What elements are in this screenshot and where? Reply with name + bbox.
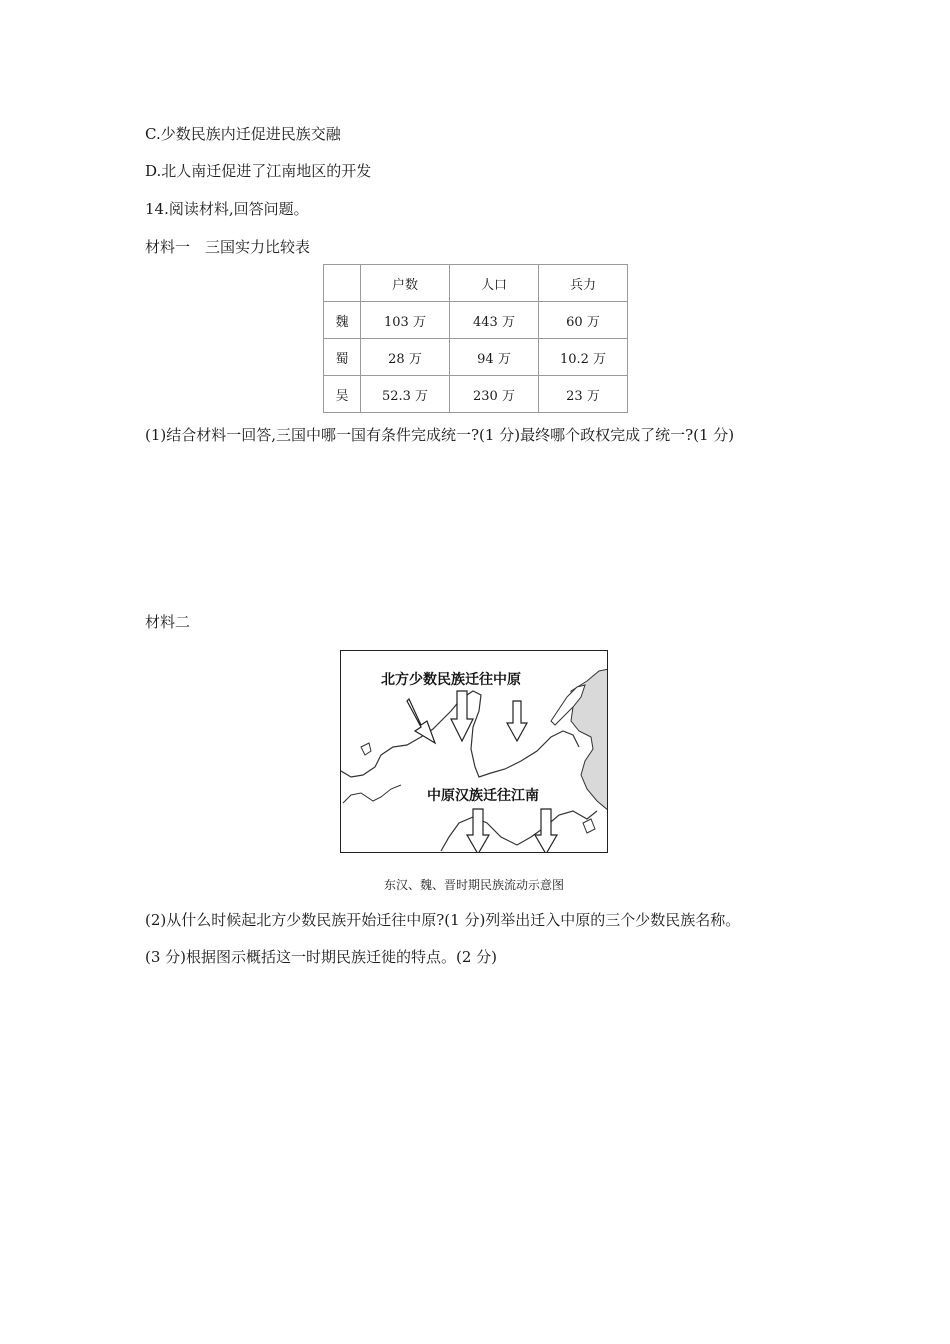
table-cell: 魏 <box>324 302 361 339</box>
option-d: D.北人南迁促进了江南地区的开发 <box>145 162 372 180</box>
migration-map <box>340 650 608 853</box>
arrow-north-2 <box>451 691 473 741</box>
table-cell: 94 万 <box>450 339 539 376</box>
table-row <box>324 339 628 376</box>
material-1-label: 材料一 三国实力比较表 <box>145 238 311 256</box>
table-cell: 10.2 万 <box>539 339 628 376</box>
river-branch-line <box>343 785 401 803</box>
option-c: C.少数民族内迁促进民族交融 <box>145 125 341 143</box>
table-cell: 60 万 <box>539 302 628 339</box>
table-cell: 52.3 万 <box>361 376 450 413</box>
question-2-line-2: (3 分)根据图示概括这一时期民族迁徙的特点。(2 分) <box>145 948 498 966</box>
table-header-population: 人口 <box>450 265 539 302</box>
arrow-north-3 <box>507 701 527 741</box>
table-cell: 28 万 <box>361 339 450 376</box>
table-cell: 230 万 <box>450 376 539 413</box>
question-title: 14.阅读材料,回答问题。 <box>145 200 309 218</box>
table-header-row <box>324 265 628 302</box>
island-shape <box>583 819 595 833</box>
table-cell: 443 万 <box>450 302 539 339</box>
map-label-north: 北方少数民族迁往中原 <box>381 672 521 688</box>
table-cell: 23 万 <box>539 376 628 413</box>
three-kingdoms-table <box>323 264 628 413</box>
table-header-troops: 兵力 <box>539 265 628 302</box>
table-row <box>324 302 628 339</box>
table-header-cell <box>324 265 361 302</box>
map-caption: 东汉、魏、晋时期民族流动示意图 <box>383 878 564 892</box>
table-cell: 吴 <box>324 376 361 413</box>
lake-shape <box>361 743 371 755</box>
map-label-south: 中原汉族迁往江南 <box>427 788 539 804</box>
table-cell: 蜀 <box>324 339 361 376</box>
yangtze-river-line <box>441 811 597 851</box>
table-row <box>324 376 628 413</box>
question-1: (1)结合材料一回答,三国中哪一国有条件完成统一?(1 分)最终哪个政权完成了统一?(1 分) <box>145 426 735 444</box>
arrow-south-1 <box>467 809 489 853</box>
table-cell: 103 万 <box>361 302 450 339</box>
table-header-households: 户数 <box>361 265 450 302</box>
question-2-line-1: (2)从什么时候起北方少数民族开始迁往中原?(1 分)列举出迁入中原的三个少数民族名称。 <box>145 911 741 929</box>
arrow-south-2 <box>535 809 557 853</box>
material-2-label: 材料二 <box>145 613 191 631</box>
